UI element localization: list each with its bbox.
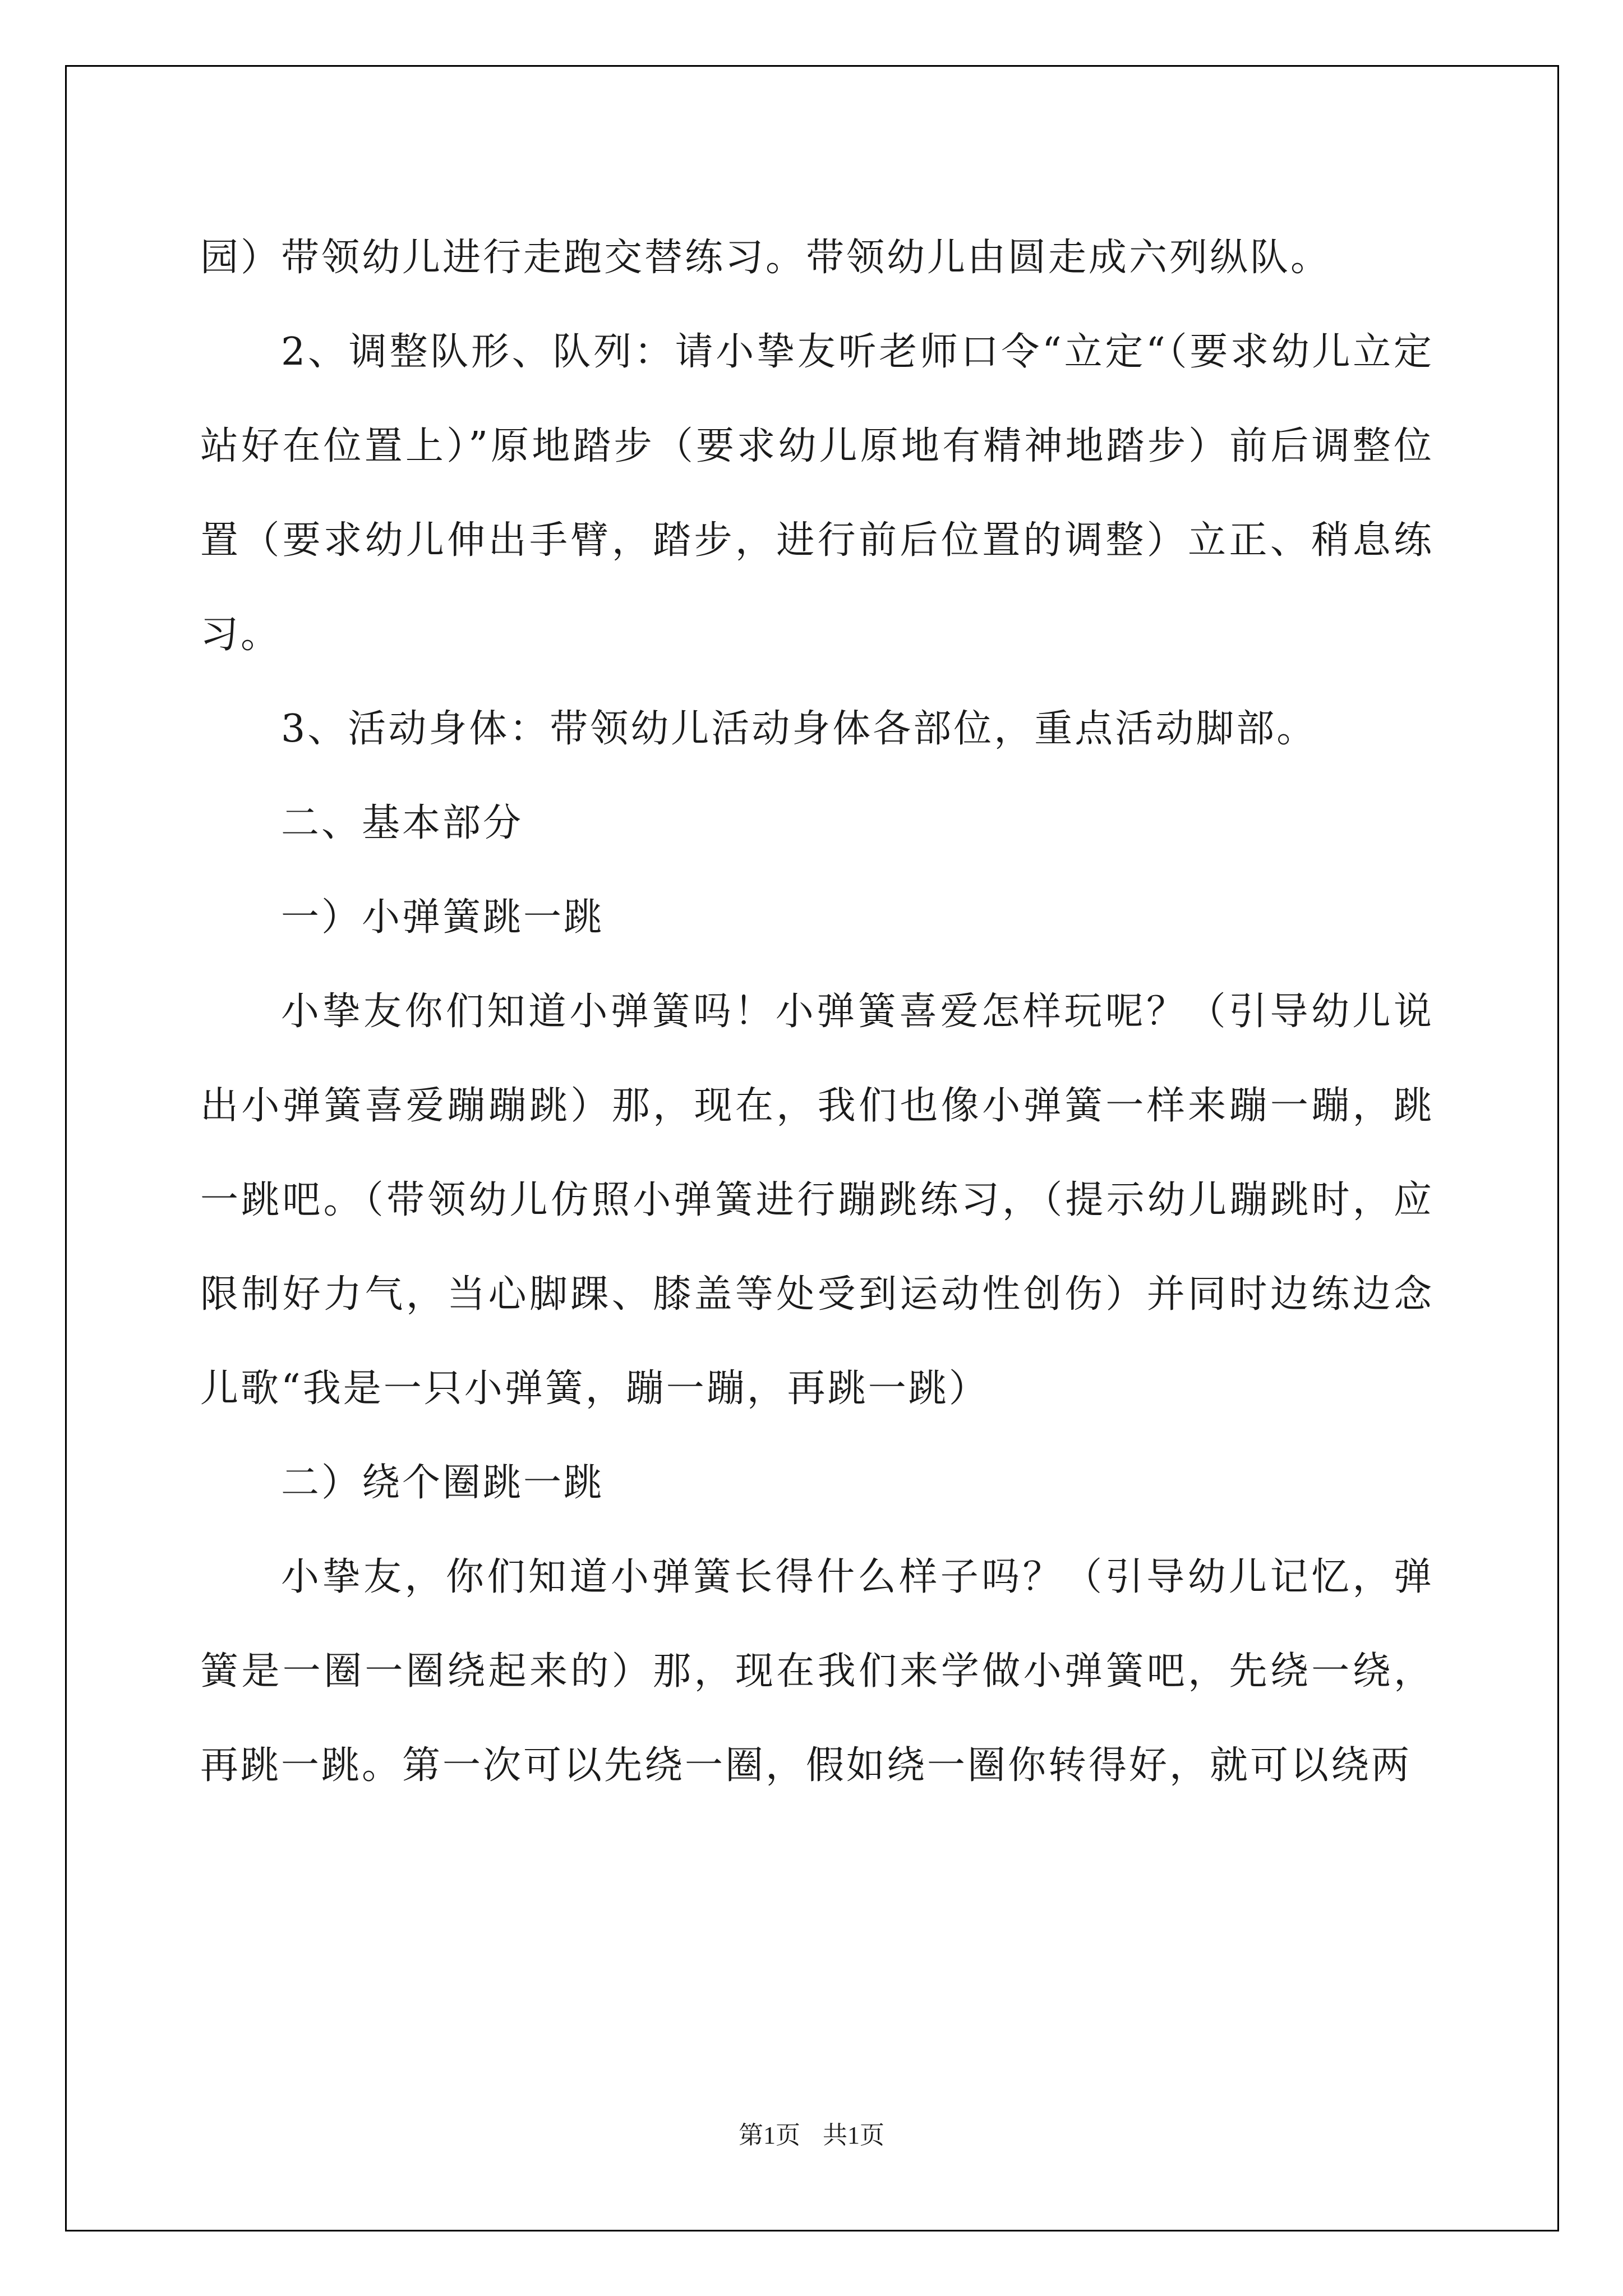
section-heading: 二、基本部分	[281, 801, 524, 845]
document-body	[200, 211, 1434, 1813]
paragraph: 园）带领幼儿进行走跑交替练习。带领幼儿由圆走成六列纵队。	[200, 236, 1331, 280]
page-number: 第1页	[739, 2122, 800, 2149]
page-footer	[0, 2115, 1623, 2151]
paragraph: 小挚友你们知道小弹簧吗！小弹簧喜爱怎样玩呢？（引导幼儿说出小弹簧喜爱蹦蹦跳）那，现在，我们也像小弹簧一样来蹦一蹦，跳一跳吧。（带领幼儿仿照小弹簧进行蹦跳练习，（提示幼儿蹦跳时，应限制好力气，当心脚踝、膝盖等处受到运动性创伤）并同时边练边念儿歌“我是一只小弹簧，蹦一蹦，再跳一跳）	[200, 990, 1434, 1411]
paragraph: 小挚友，你们知道小弹簧长得什么样子吗？（引导幼儿记忆，弹簧是一圈一圈绕起来的）那，现在我们来学做小弹簧吧，先绕一绕，再跳一跳。第一次可以先绕一圈，假如绕一圈你转得好，就可以绕两	[200, 1555, 1434, 1788]
paragraph: 3、活动身体：带领幼儿活动身体各部位，重点活动脚部。	[281, 707, 1317, 751]
subsection-heading: 一）小弹簧跳一跳	[281, 895, 605, 940]
subsection-heading: 二）绕个圈跳一跳	[281, 1461, 605, 1505]
page-total: 共1页	[823, 2122, 884, 2149]
paragraph: 2、调整队形、队列：请小挚友听老师口令“立定“（要求幼儿立定站好在位置上）”原地踏步（要求幼儿原地有精神地踏步）前后调整位置（要求幼儿伸出手臂，踏步，进行前后位置的调整）立正、稍息练习。	[200, 330, 1434, 657]
